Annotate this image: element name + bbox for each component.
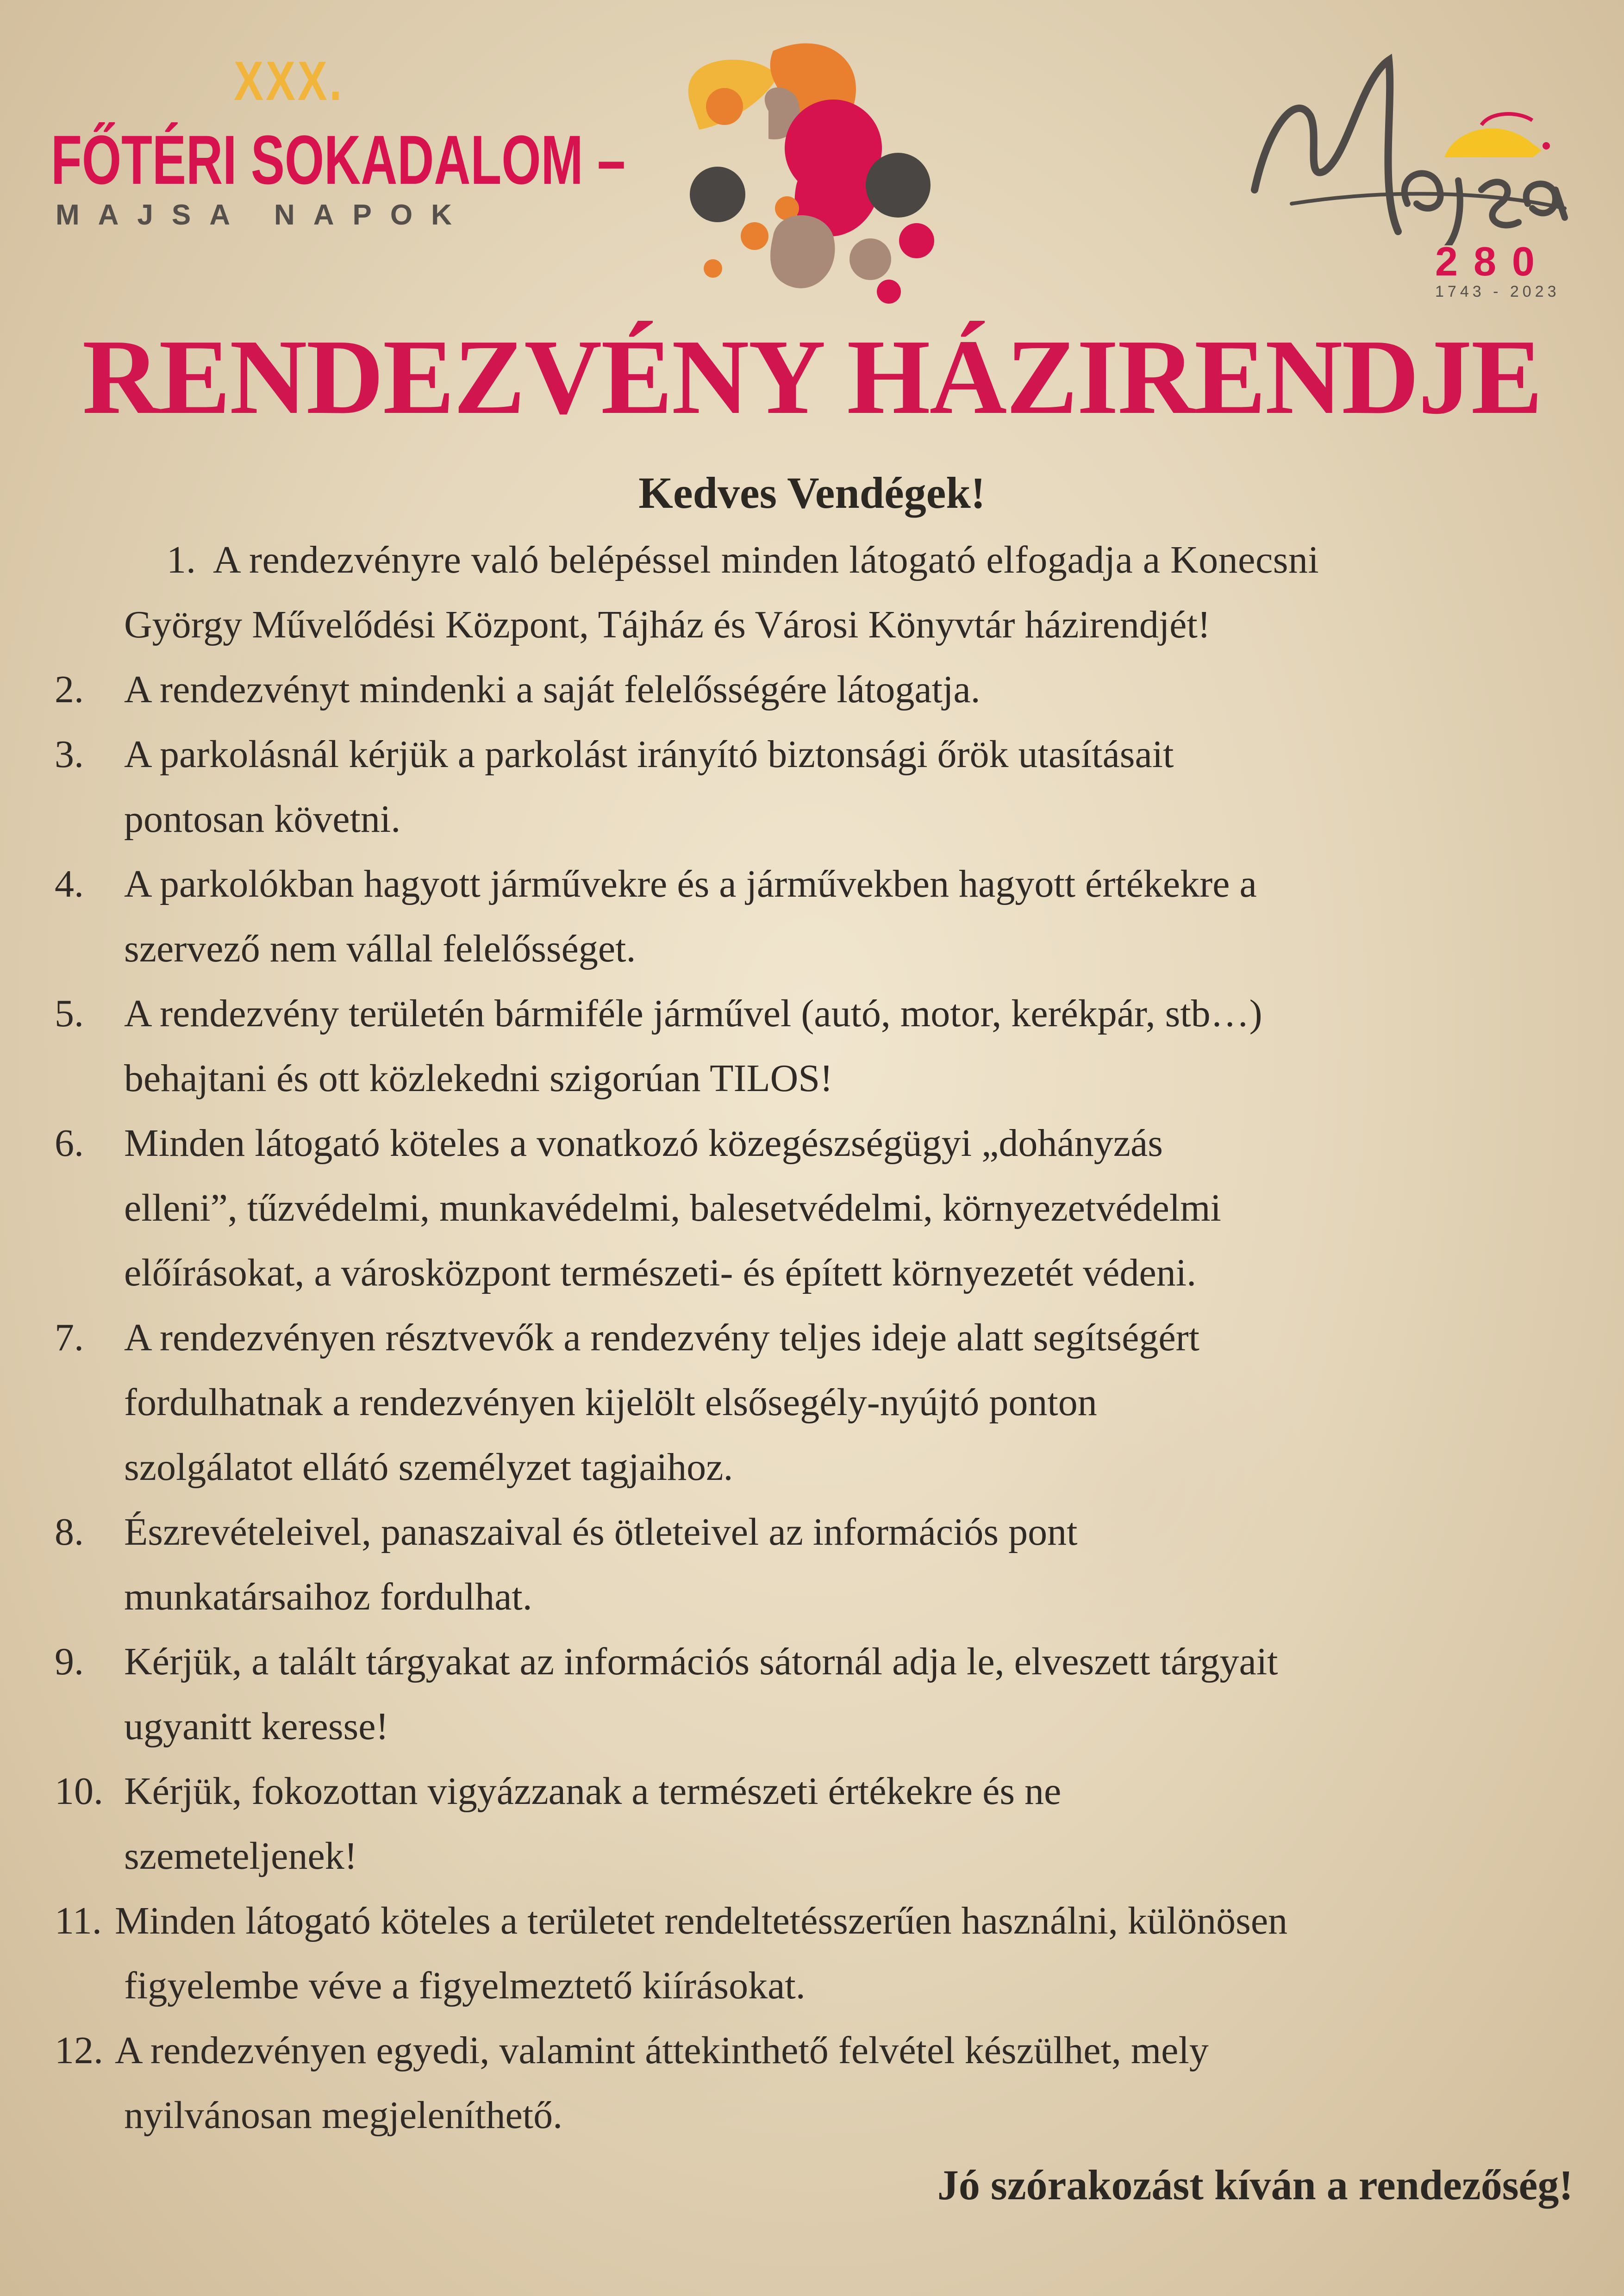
rule-item-4	[0, 852, 1624, 981]
rule-number: 8.	[55, 1510, 84, 1554]
rule-line: A parkolásnál kérjük a parkolást irányító biztonsági őrök utasításait	[124, 733, 1174, 776]
rule-number: 12.	[55, 2029, 103, 2072]
rule-line: A parkolókban hagyott járművekre és a járművekben hagyott értékekre a	[124, 862, 1257, 905]
rule-line: szemeteljenek!	[124, 1834, 357, 1878]
event-logo	[51, 50, 626, 236]
rules-list	[0, 528, 1624, 2148]
rule-line: nyilvánosan megjeleníthető.	[124, 2094, 563, 2137]
greeting: Kedves Vendégek!	[638, 468, 986, 518]
rule-number: 4.	[55, 862, 84, 905]
logo-subtitle: MAJSA NAPOK	[56, 199, 470, 231]
closing-message: Jó szórakozást kíván a rendezőség!	[937, 2161, 1573, 2209]
anniversary-years: 1743 - 2023	[1435, 283, 1560, 300]
rule-line: szolgálatot ellátó személyzet tagjaihoz.	[124, 1446, 733, 1489]
rule-text	[0, 1889, 1467, 2018]
rule-item-1	[0, 528, 1624, 657]
anniversary-number: 280	[1435, 238, 1550, 284]
logo-edition: XXX.	[234, 50, 344, 112]
page-title: RENDEZVÉNY HÁZIRENDJE	[82, 318, 1542, 437]
rule-item-7	[0, 1305, 1624, 1500]
majsa-signature-icon	[1241, 51, 1574, 245]
rule-text	[0, 722, 1467, 852]
rule-number: 9.	[55, 1640, 84, 1683]
rule-item-6	[0, 1111, 1624, 1305]
rule-line: Kérjük, a talált tárgyakat az információs sátornál adja le, elveszett tárgyait	[124, 1640, 1278, 1683]
festival-emblem-icon	[657, 32, 963, 310]
rule-text	[0, 2018, 1467, 2148]
rule-line: munkatársaihoz fordulhat.	[124, 1575, 532, 1618]
rule-item-11	[0, 1889, 1624, 2018]
rule-line: György Művelődési Központ, Tájház és Városi Könyvtár házirendjét!	[124, 603, 1211, 646]
rule-line: A rendezvényen egyedi, valamint áttekinthető felvétel készülhet, mely	[115, 2029, 1209, 2072]
rule-text	[0, 1305, 1467, 1500]
rule-text	[0, 1759, 1467, 1889]
rule-text	[0, 1111, 1467, 1305]
rule-item-8	[0, 1500, 1624, 1629]
rule-line: előírásokat, a városközpont természeti- és épített környezetét védeni.	[124, 1251, 1197, 1294]
rule-line: Kérjük, fokozottan vigyázzanak a természeti értékekre és ne	[124, 1770, 1062, 1813]
rule-text	[0, 981, 1467, 1111]
rule-text	[0, 657, 1467, 722]
rule-line: pontosan követni.	[124, 798, 401, 841]
rule-number: 3.	[55, 733, 84, 776]
rule-item-5	[0, 981, 1624, 1111]
rule-item-10	[0, 1759, 1624, 1889]
rule-item-9	[0, 1629, 1624, 1759]
rule-line: figyelembe véve a figyelmeztető kiírásokat.	[124, 1964, 806, 2007]
rule-number: 1.	[167, 538, 196, 581]
rule-item-2	[0, 657, 1624, 722]
rule-line: szervező nem vállal felelősséget.	[124, 927, 636, 970]
rule-text	[0, 1500, 1467, 1629]
rule-number: 6.	[55, 1122, 84, 1165]
rule-text	[0, 852, 1467, 981]
rule-line: behajtani és ott közlekedni szigorúan TILOS!	[124, 1057, 833, 1100]
rule-number: 10.	[55, 1770, 103, 1813]
rule-item-3	[0, 722, 1624, 852]
rule-line: A rendezvényt mindenki a saját felelősségére látogatja.	[124, 668, 981, 711]
rule-line: fordulhatnak a rendezvényen kijelölt elsősegély-nyújtó ponton	[124, 1381, 1097, 1424]
rule-number: 5.	[55, 992, 84, 1035]
rule-line: Észrevételeivel, panaszaival és ötleteivel az információs pont	[124, 1510, 1078, 1554]
rule-line: A rendezvényre való belépéssel minden látogató elfogadja a Konecsni	[213, 538, 1319, 581]
rule-line: A rendezvény területén bármiféle járművel (autó, motor, kerékpár, stb…)	[124, 992, 1262, 1035]
rule-number: 7.	[55, 1316, 84, 1359]
logo-title: FŐTÉRI SOKADALOM –	[51, 121, 626, 199]
rule-line: elleni”, tűzvédelmi, munkavédelmi, balesetvédelmi, környezetvédelmi	[124, 1186, 1221, 1229]
rule-item-12	[0, 2018, 1624, 2148]
rule-number: 2.	[55, 668, 84, 711]
rule-line: ugyanitt keresse!	[124, 1705, 389, 1748]
rule-text	[0, 1629, 1467, 1759]
rule-line: Minden látogató köteles a területet rendeltetésszerűen használni, különösen	[115, 1899, 1288, 1942]
rule-line: A rendezvényen résztvevők a rendezvény teljes ideje alatt segítségért	[124, 1316, 1199, 1359]
rule-text	[0, 528, 1467, 657]
majsa-280-logo	[1241, 51, 1574, 310]
rule-line: Minden látogató köteles a vonatkozó közegészségügyi „dohányzás	[124, 1122, 1163, 1165]
rule-number: 11.	[55, 1899, 102, 1942]
